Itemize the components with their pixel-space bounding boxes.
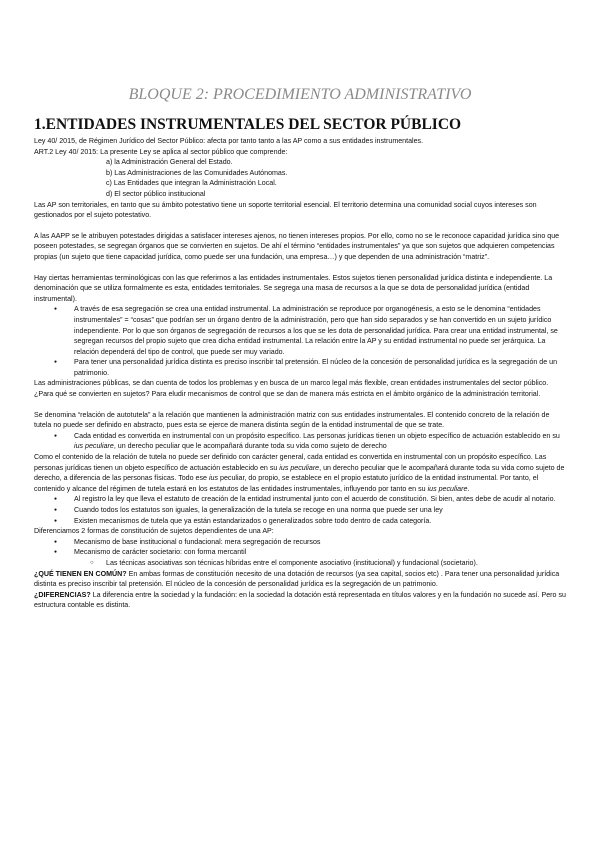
intro-line-1: Ley 40/ 2015, de Régimen Jurídico del Sector Público: afecta por tanto tanto a las AP como a sus entidades instrumentales. xyxy=(34,137,424,145)
bullet-list-mecanismos xyxy=(34,537,566,558)
paragraph-admin-publicas: Las administraciones públicas, se dan cuenta de todos los problemas y en busca de un marco legal más flexible, crean entidades instrumentales del sector público. ¿Para qué se convierten en sujetos? Para eludir mecanismos de control que se dan de manera más estricta en el ámbito orgánico de la administración territorial. xyxy=(34,379,549,399)
list-item: ● Cuando todos los estatutos son iguales, la generalización de la tutela se recoge en una norma que puede ser una ley xyxy=(34,505,566,516)
list-item: ● A través de esa segregación se crea una entidad instrumental. La administración se reproduce por organogénesis, a esto se le denomina “entidades instrumentales” = “cosas” que podrían ser un órgano dentro de la administración, pero que han sido separados y se han convertido en un sujeto jurídico independiente. Por lo que son órganos de segregación de recursos a los que se les dota de personalidad jurídica. Para crear una entidad instrumental, se segregan recursos del propio sujeto que crea dicha entidad instrumental. La relación entre la AP y su entidad instrumental no puede ser jerárquica. La relación dependerá del tipo de control, que puede ser muy variado. xyxy=(34,304,566,357)
list-item: ○ Las técnicas asociativas son técnicas híbridas entre el componente asociativo (institucional) y fundacional (societario). xyxy=(34,558,566,569)
bullet-list-segregation xyxy=(34,304,566,378)
list-item: a) la Administración General del Estado. xyxy=(106,158,233,167)
list-item: ● Cada entidad es convertida en instrumental con un propósito específico. Las personas jurídicas tienen un objeto específico de actuación establecido en su ius peculiare, un derecho peculiar que le acompañará durante toda su vida como sujeto de derecho xyxy=(34,431,566,452)
sub-bullet-list xyxy=(34,558,566,569)
list-item: ● Al registro la ley que lleva el estatuto de creación de la entidad instrumental junto con el acuerdo de constitución. Si bien, antes debe de acudir al notario. xyxy=(34,494,566,505)
list-item: ● Existen mecanismos de tutela que ya están estandarizados o generalizados sobre todo dentro de cada categoría. xyxy=(34,516,566,527)
list-item: d) El sector público institucional xyxy=(106,189,206,198)
paragraph-comun: ¿QUÉ TIENEN EN COMÚN? En ambas formas de constitución necesito de una dotación de recursos (ya sea capital, socios etc) . Para tener una personalidad jurídica distinta es preciso inscribir tal pretensión. El núcleo de la concesión de personalidad jurídica es la segregación de un patrimonio. xyxy=(34,569,560,589)
intro-list xyxy=(34,157,566,199)
paragraph-diferencias: ¿DIFERENCIAS? La diferencia entre la sociedad y la fundación: en la sociedad la dotación está representada en títulos valores y en la fundación no sucede así. Pero su estructura contable es distinta. xyxy=(34,590,566,610)
list-item: b) Las Administraciones de las Comunidades Autónomas. xyxy=(106,168,288,177)
list-item: ● Mecanismo de carácter societario: con forma mercantil xyxy=(34,547,566,558)
paragraph-terminology: Hay ciertas herramientas terminológicas con las que referirnos a las entidades instrumentales. Estos sujetos tienen personalidad jurídica distinta e independiente. La denominación que se utiliza formalmente es esta, entidades territoriales. Se segrega una masa de recursos a la que se dota de personalidad jurídica (entidad instrumental). xyxy=(34,273,553,303)
paragraph-aapp: A las AAPP se le atribuyen potestades dirigidas a satisfacer intereses ajenos, no tienen intereses propios. Por ello, como no se le reconoce capacidad jurídica sino que poseen potestades, se segregan órganos que se convierten en sujetos. De ahí el término “entidades instrumentales” ya que son sujetos que adquieren competencias propias (un sujeto que tiene capacidad jurídica, como puede ser una fundación, una empresa…) y que dependen de una administración “matriz”. xyxy=(34,231,560,261)
paragraph-tutela-content: Como el contenido de la relación de tutela no puede ser definido con carácter general, cada entidad es convertida en instrumental con un propósito específico. Las personas jurídicas tienen un objeto específico de actuación establecido en su ius peculiare, un derecho peculiar que le acompañará durante toda su vida como sujeto de derecho, a diferencia de las personas físicas. Todo ese ius peculiar, do propio, se establece en el propio estatuto jurídico de la entidad instrumental. Por tanto, el contenido y alcance del régimen de tutela estará en los estatutos de las entidades instrumentales, influyendo por tanto en su ius peculiare. xyxy=(34,453,565,493)
bullet-list-registro xyxy=(34,494,566,526)
section-title: 1.ENTIDADES INSTRUMENTALES DEL SECTOR PÚBLICO xyxy=(34,116,462,133)
bullet-list-ius xyxy=(34,431,566,452)
list-item: ● Para tener una personalidad jurídica distinta es preciso inscribir tal pretensión. El núcleo de la concesión de personalidad jurídica es la segregación de un patrimonio. xyxy=(34,357,566,378)
paragraph-autotutela: Se denomina “relación de autotutela” a la relación que mantienen la administración matriz con sus entidades instrumentales. El contenido concreto de la relación de tutela no puede ser definido en abstracto, pues esta se ejerce de manera distinta según de la entidad instrumental de que se trate. xyxy=(34,410,550,430)
list-item: c) Las Entidades que integran la Administración Local. xyxy=(106,179,277,188)
paragraph-formas: Diferenciamos 2 formas de constitución de sujetos dependientes de una AP: xyxy=(34,527,274,536)
page-header: BLOQUE 2: PROCEDIMIENTO ADMINISTRATIVO xyxy=(128,86,472,103)
intro-line-2: ART.2 Ley 40/ 2015: La presente Ley se aplica al sector público que comprende: xyxy=(34,147,288,156)
paragraph-territorial: Las AP son territoriales, en tanto que su ámbito potestativo tiene un soporte territorial esencial. El territorio determina una comunidad social cuyos intereses son gestionados por el sujeto potestativo. xyxy=(34,200,537,220)
list-item: ● Mecanismo de base institucional o fundacional: mera segregación de recursos xyxy=(34,537,566,548)
